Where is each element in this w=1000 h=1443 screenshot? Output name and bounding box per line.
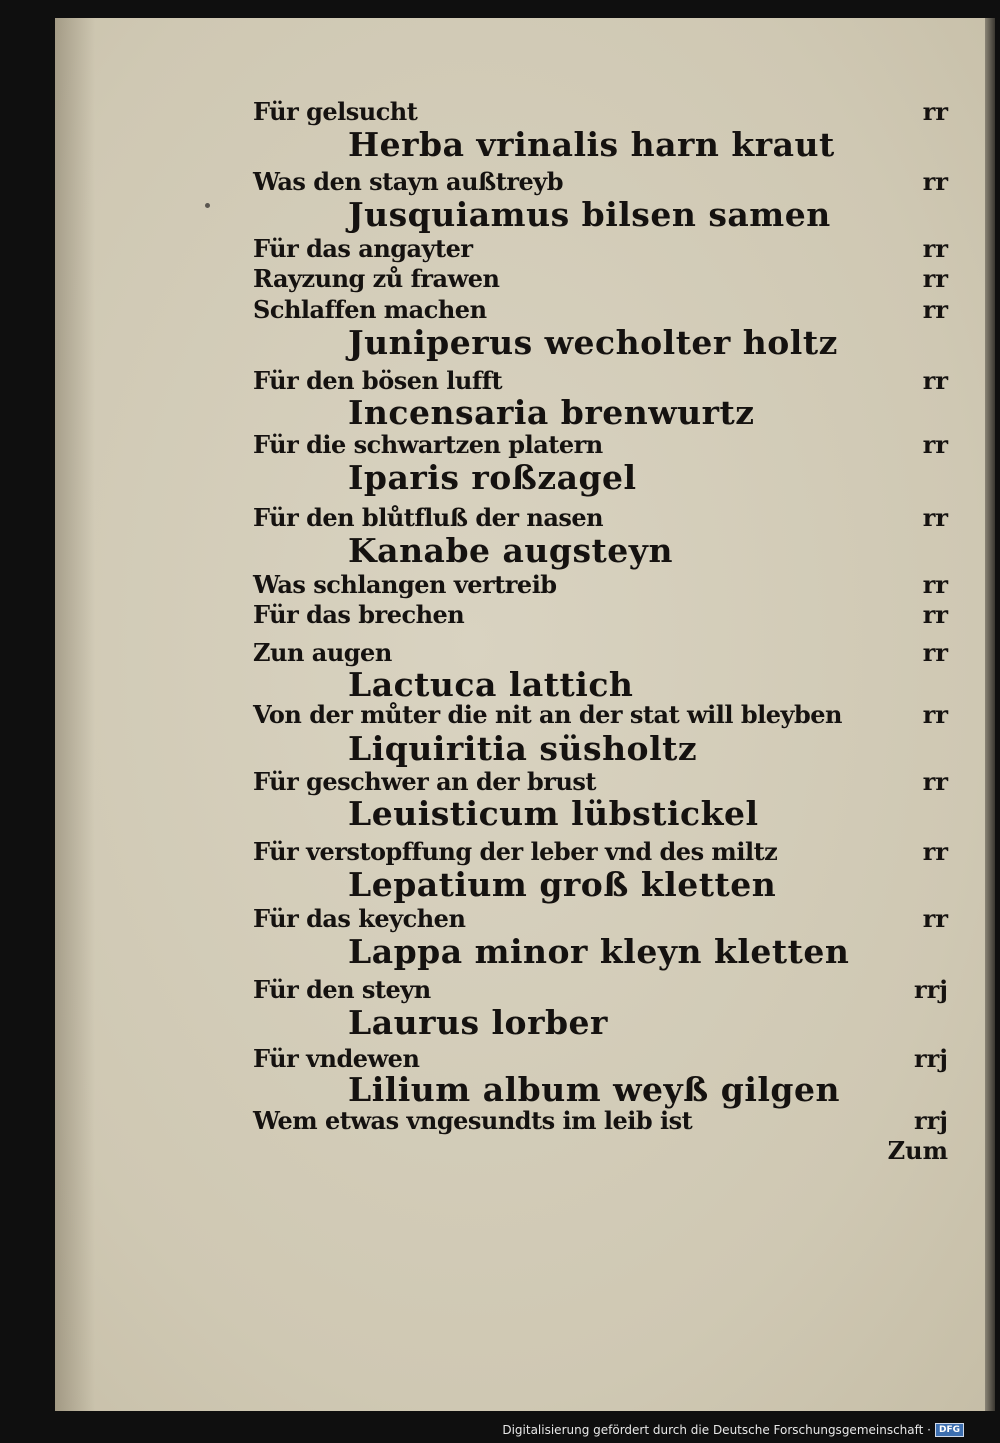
dfg-logo: DFG — [935, 1423, 964, 1437]
remedy-entry: Für geschwer an der brust — [253, 767, 596, 796]
page-reference: rr — [922, 234, 948, 263]
remedy-entry: Für den blůtfluß der nasen — [253, 503, 604, 532]
page-reference: rr — [922, 700, 948, 729]
page-reference: rr — [922, 366, 948, 395]
herb-heading: Lepatium groß kletten — [348, 865, 777, 904]
page-reference: rr — [922, 638, 948, 667]
remedy-entry: Für verstopffung der leber vnd des miltz — [253, 837, 778, 866]
page-reference: rr — [922, 264, 948, 293]
herb-heading: Herba vrinalis harn kraut — [348, 125, 835, 164]
remedy-entry: Für gelsucht — [253, 97, 418, 126]
page-reference: rrj — [914, 1106, 948, 1135]
herb-heading: Juniperus wecholter holtz — [348, 323, 838, 362]
remedy-entry: Für das keychen — [253, 904, 466, 933]
remedy-entry: Für das angayter — [253, 234, 473, 263]
remedy-entry: Rayzung zů frawen — [253, 264, 500, 293]
remedy-entry: Schlaffen machen — [253, 295, 487, 324]
remedy-entry: Von der můter die nit an der stat will bleyben — [253, 700, 842, 729]
remedy-entry: Was den stayn außtreyb — [253, 167, 563, 196]
page-reference: rr — [922, 167, 948, 196]
page-reference: rr — [922, 295, 948, 324]
herb-heading: Lilium album weyß gilgen — [348, 1070, 840, 1109]
remedy-entry: Was schlangen vertreib — [253, 570, 557, 599]
herb-heading: Laurus lorber — [348, 1003, 608, 1042]
digitization-footer — [502, 1423, 964, 1437]
page-reference: rrj — [914, 1044, 948, 1073]
page-reference: rr — [922, 570, 948, 599]
remedy-entry: Für vndewen — [253, 1044, 420, 1073]
remedy-entry: Wem etwas vngesundts im leib ist — [253, 1106, 693, 1135]
herb-heading: Iparis roßzagel — [348, 458, 637, 497]
herb-heading: Lactuca lattich — [348, 665, 634, 704]
herb-heading: Leuisticum lübstickel — [348, 794, 759, 833]
page-reference: rr — [922, 600, 948, 629]
remedy-entry: Für die schwartzen platern — [253, 430, 603, 459]
herb-heading: Kanabe augsteyn — [348, 531, 673, 570]
remedy-entry: Für den steyn — [253, 975, 431, 1004]
page-reference: rrj — [914, 975, 948, 1004]
herb-heading: Jusquiamus bilsen samen — [348, 195, 831, 234]
footer-text: Digitalisierung gefördert durch die Deutsche Forschungsgemeinschaft · — [502, 1423, 931, 1437]
herb-heading: Liquiritia süsholtz — [348, 729, 698, 768]
page-reference: rr — [922, 904, 948, 933]
remedy-entry: Für den bösen lufft — [253, 366, 503, 395]
page-reference: rr — [922, 97, 948, 126]
page-reference: rr — [922, 837, 948, 866]
herb-heading: Lappa minor kleyn kletten — [348, 932, 850, 971]
remedy-entry: Zun augen — [253, 638, 392, 667]
herb-heading: Incensaria brenwurtz — [348, 393, 755, 432]
page-reference: rr — [922, 430, 948, 459]
catchword: Zum — [887, 1136, 948, 1165]
remedy-entry: Für das brechen — [253, 600, 465, 629]
page-reference: rr — [922, 503, 948, 532]
page-reference: rr — [922, 767, 948, 796]
